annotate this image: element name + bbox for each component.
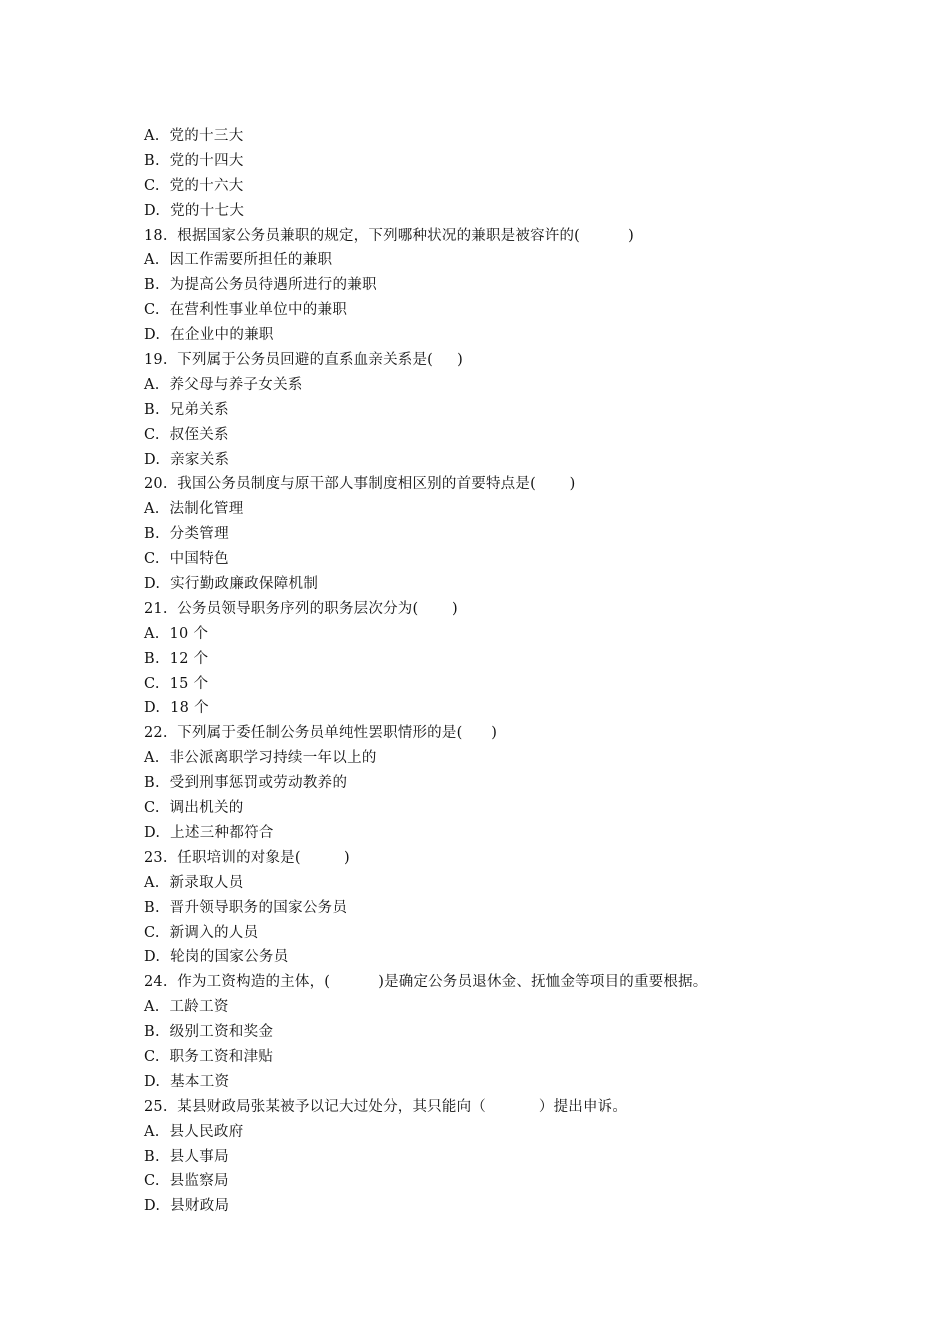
option-line: C. 15 个 — [144, 675, 209, 692]
question-22: 22. 下列属于委任制公务员单纯性罢职情形的是( ) — [144, 725, 498, 742]
option-line: B. 12 个 — [144, 650, 209, 667]
question-24: 24. 作为工资构造的主体，( )是确定公务员退休金、抚恤金等项目的重要根据。 — [144, 974, 708, 991]
option-line: A. 县人民政府 — [144, 1123, 244, 1140]
option-line: C. 党的十六大 — [144, 177, 244, 194]
option-line: D. 县财政局 — [144, 1198, 230, 1215]
option-line: B. 党的十四大 — [144, 152, 244, 169]
option-line: B. 分类管理 — [144, 526, 229, 543]
option-line: B. 兄弟关系 — [144, 401, 229, 418]
option-line: A. 因工作需要所担任的兼职 — [144, 252, 333, 269]
option-line: A. 法制化管理 — [144, 501, 244, 518]
option-line: A. 新录取人员 — [144, 874, 244, 891]
question-21: 21. 公务员领导职务序列的职务层次分为( ) — [144, 600, 458, 617]
option-line: D. 上述三种都符合 — [144, 824, 274, 841]
question-20: 20. 我国公务员制度与原干部人事制度相区别的首要特点是( ) — [144, 476, 576, 493]
option-line: D. 在企业中的兼职 — [144, 327, 274, 344]
option-line: C. 调出机关的 — [144, 800, 244, 817]
option-line: A. 党的十三大 — [144, 128, 244, 144]
option-line: D. 基本工资 — [144, 1073, 230, 1090]
option-line: C. 新调入的人员 — [144, 924, 259, 941]
option-line: A. 养父母与养子女关系 — [144, 376, 303, 393]
question-19: 19. 下列属于公务员回避的直系血亲关系是( ) — [144, 352, 463, 369]
option-line: D. 党的十七大 — [144, 202, 245, 219]
option-line: A. 10 个 — [144, 625, 209, 642]
document-page — [144, 124, 824, 1219]
option-line: C. 县监察局 — [144, 1173, 229, 1190]
option-line: D. 18 个 — [144, 700, 209, 717]
option-line: B. 晋升领导职务的国家公务员 — [144, 899, 348, 916]
question-23: 23. 任职培训的对象是( ) — [144, 849, 350, 866]
option-line: B. 县人事局 — [144, 1148, 229, 1165]
option-line: C. 职务工资和津贴 — [144, 1048, 274, 1065]
option-line: A. 工龄工资 — [144, 999, 229, 1016]
option-line: C. 叔侄关系 — [144, 426, 229, 443]
option-line: D. 轮岗的国家公务员 — [144, 949, 289, 966]
option-line: C. 中国特色 — [144, 551, 229, 568]
option-line: D. 实行勤政廉政保障机制 — [144, 576, 319, 593]
question-18: 18. 根据国家公务员兼职的规定，下列哪种状况的兼职是被容许的( ) — [144, 227, 634, 244]
option-line: A. 非公派离职学习持续一年以上的 — [144, 750, 377, 767]
option-line: B. 为提高公务员待遇所进行的兼职 — [144, 277, 377, 294]
option-line: B. 受到刑事惩罚或劳动教养的 — [144, 775, 348, 792]
option-line: C. 在营利性事业单位中的兼职 — [144, 302, 348, 319]
option-line: B. 级别工资和奖金 — [144, 1024, 274, 1041]
question-25: 25. 某县财政局张某被予以记大过处分，其只能向（ ）提出申诉。 — [144, 1098, 628, 1115]
option-line: D. 亲家关系 — [144, 451, 230, 468]
